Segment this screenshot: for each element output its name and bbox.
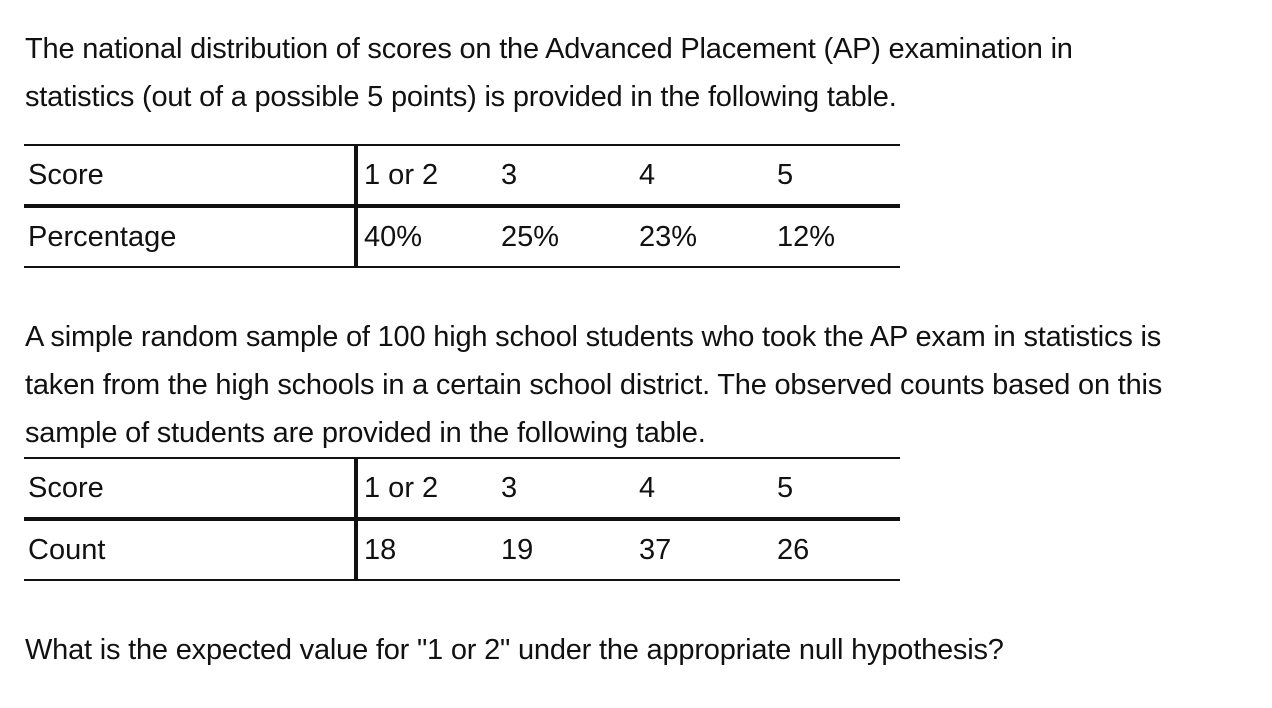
percentage-cell: 40% <box>356 206 495 267</box>
category-cell: 1 or 2 <box>356 458 495 519</box>
sample-paragraph <box>25 313 1162 457</box>
table-header-row <box>24 145 900 206</box>
category-cell: 3 <box>495 145 633 206</box>
category-cell: 5 <box>771 145 900 206</box>
category-cell: 5 <box>771 458 900 519</box>
table-row <box>24 519 900 580</box>
sample-line-1: A simple random sample of 100 high school students who took the AP exam in statistics is <box>25 321 1162 353</box>
percentage-row-label: Percentage <box>24 206 356 267</box>
category-cell: 4 <box>633 145 771 206</box>
sample-counts-table <box>24 457 900 581</box>
score-header-label: Score <box>24 145 356 206</box>
intro-line-2: statistics (out of a possible 5 points) is provided in the following table. <box>25 81 897 113</box>
intro-paragraph <box>25 25 1073 121</box>
national-distribution-table <box>24 144 900 268</box>
percentage-cell: 23% <box>633 206 771 267</box>
percentage-cell: 25% <box>495 206 633 267</box>
sample-line-3: sample of students are provided in the following table. <box>25 417 706 449</box>
category-cell: 4 <box>633 458 771 519</box>
category-cell: 1 or 2 <box>356 145 495 206</box>
count-row-label: Count <box>24 519 356 580</box>
question-text: What is the expected value for "1 or 2" under the appropriate null hypothesis? <box>25 634 1004 666</box>
table-header-row <box>24 458 900 519</box>
category-cell: 3 <box>495 458 633 519</box>
percentage-cell: 12% <box>771 206 900 267</box>
table-row <box>24 206 900 267</box>
intro-line-1: The national distribution of scores on the Advanced Placement (AP) examination in <box>25 33 1073 65</box>
sample-line-2: taken from the high schools in a certain school district. The observed counts based on this <box>25 369 1163 401</box>
count-cell: 37 <box>633 519 771 580</box>
score-header-label: Score <box>24 458 356 519</box>
question-paragraph <box>25 626 1004 674</box>
count-cell: 18 <box>356 519 495 580</box>
count-cell: 26 <box>771 519 900 580</box>
count-cell: 19 <box>495 519 633 580</box>
